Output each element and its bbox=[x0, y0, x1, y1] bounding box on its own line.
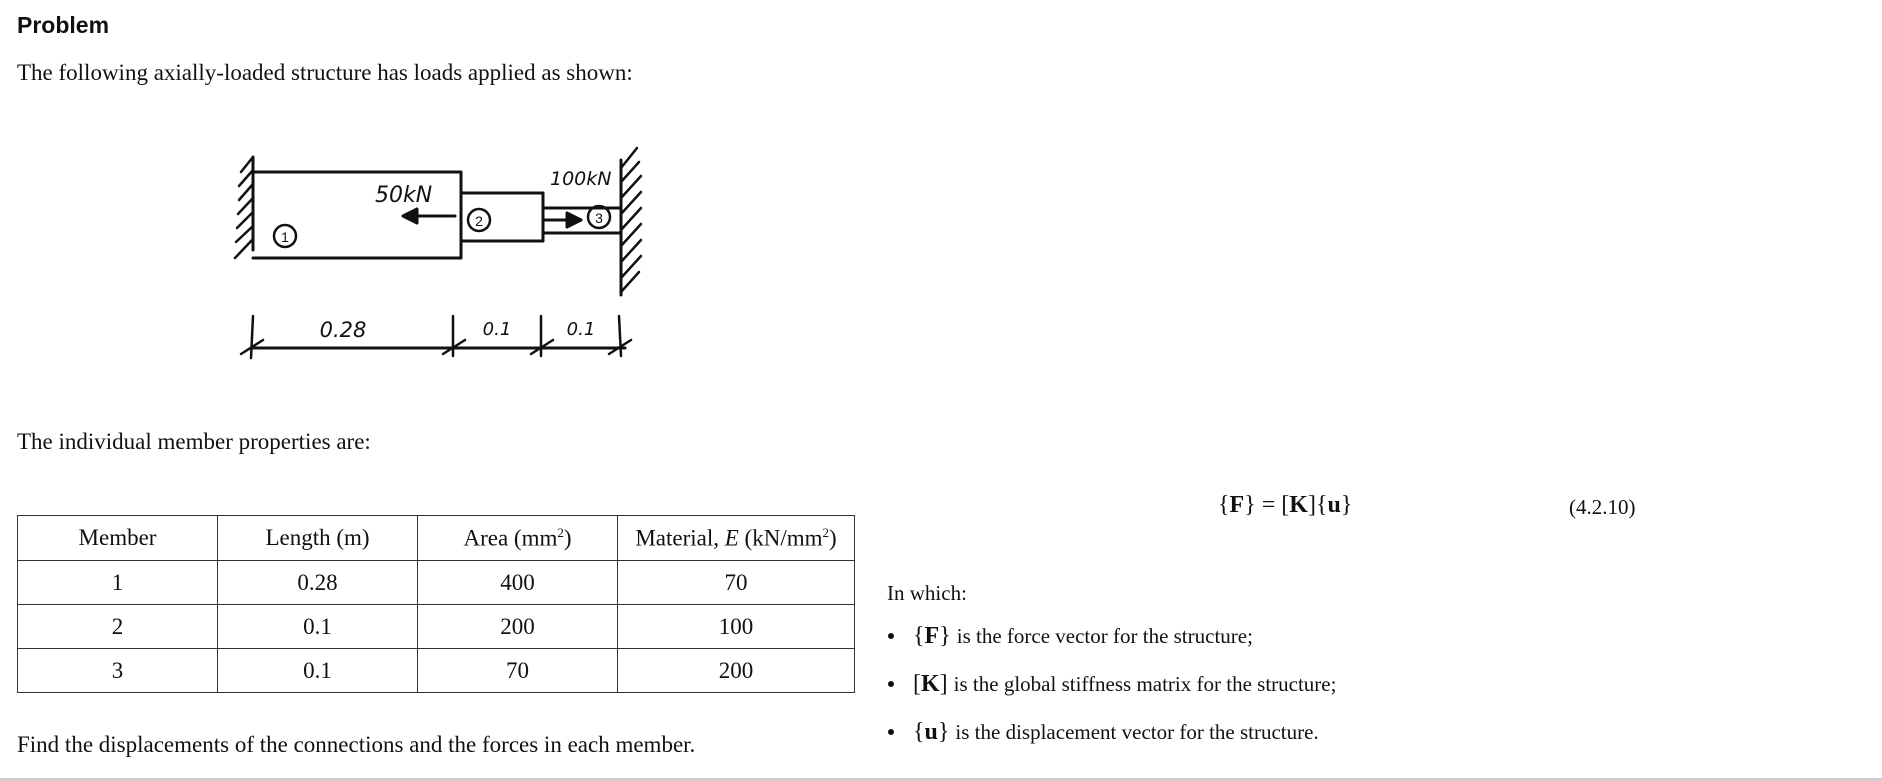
member-2-bar bbox=[461, 193, 543, 241]
definition-symbol: {F} bbox=[913, 622, 951, 649]
cell-area: 70 bbox=[418, 649, 618, 693]
cell-area: 200 bbox=[418, 605, 618, 649]
cell-length: 0.1 bbox=[218, 605, 418, 649]
table-row bbox=[18, 605, 855, 649]
member-1-label: 1 bbox=[281, 229, 289, 245]
equation-displacement: u bbox=[1327, 492, 1341, 518]
load-100kn-label: 100kN bbox=[550, 168, 612, 190]
stiffness-equation: {F} = [K]{u} bbox=[1218, 492, 1353, 518]
load-50kn-label: 50kN bbox=[375, 183, 433, 208]
left-wall-hatch bbox=[235, 157, 253, 258]
header-length: Length (m) bbox=[218, 516, 418, 561]
problem-heading: Problem bbox=[17, 12, 110, 38]
bullet-icon bbox=[888, 681, 894, 687]
load-100kn-arrowhead bbox=[567, 213, 581, 227]
list-item bbox=[887, 612, 1587, 660]
header-material bbox=[618, 516, 855, 561]
equation-number: (4.2.10) bbox=[1569, 495, 1636, 519]
dim-member-1: 0.28 bbox=[319, 318, 367, 342]
header-area-close: ) bbox=[563, 525, 572, 551]
header-area-sup: 2 bbox=[557, 524, 564, 540]
cell-member: 1 bbox=[18, 561, 218, 605]
load-50kn-arrowhead bbox=[403, 209, 417, 223]
header-material-close: ) bbox=[829, 525, 837, 551]
properties-intro: The individual member properties are: bbox=[17, 429, 371, 454]
dim-member-2: 0.1 bbox=[482, 319, 512, 340]
cell-material: 100 bbox=[618, 605, 855, 649]
table-row bbox=[18, 649, 855, 693]
header-material-sup: 2 bbox=[822, 524, 829, 540]
definition-text: is the global stiffness matrix for the structure; bbox=[953, 671, 1337, 696]
header-material-unit: (kN/mm bbox=[738, 525, 823, 551]
dim-member-3: 0.1 bbox=[566, 319, 596, 340]
header-material-text: Material, bbox=[635, 525, 725, 551]
list-item bbox=[887, 660, 1587, 708]
cell-material: 200 bbox=[618, 649, 855, 693]
cell-length: 0.28 bbox=[218, 561, 418, 605]
definition-list bbox=[887, 612, 1587, 756]
structure-diagram bbox=[225, 140, 665, 370]
member-2-label: 2 bbox=[475, 213, 483, 229]
table-header-row bbox=[18, 516, 855, 561]
header-material-e: E bbox=[724, 525, 739, 551]
in-which-label: In which: bbox=[887, 581, 967, 605]
definition-text: is the displacement vector for the structure. bbox=[955, 719, 1319, 744]
member-properties-table bbox=[17, 515, 855, 693]
header-area bbox=[418, 516, 618, 561]
cell-length: 0.1 bbox=[218, 649, 418, 693]
cell-material: 70 bbox=[618, 561, 855, 605]
equation-stiffness: K bbox=[1289, 492, 1308, 518]
task-text: Find the displacements of the connections and the forces in each member. bbox=[17, 732, 696, 757]
cell-member: 3 bbox=[18, 649, 218, 693]
list-item bbox=[887, 708, 1587, 756]
right-wall-hatch bbox=[621, 148, 641, 292]
member-3-label: 3 bbox=[595, 210, 603, 226]
intro-text: The following axially-loaded structure has loads applied as shown: bbox=[17, 60, 633, 85]
equation-force: F bbox=[1229, 492, 1245, 518]
header-area-text: Area (mm bbox=[463, 525, 558, 551]
definition-text: is the force vector for the structure; bbox=[956, 623, 1253, 648]
definition-symbol: [K] bbox=[913, 670, 948, 697]
definition-symbol: {u} bbox=[913, 718, 950, 745]
bullet-icon bbox=[888, 729, 894, 735]
equation-equals: = bbox=[1261, 492, 1276, 518]
cell-area: 400 bbox=[418, 561, 618, 605]
table-row bbox=[18, 561, 855, 605]
cell-member: 2 bbox=[18, 605, 218, 649]
header-member: Member bbox=[18, 516, 218, 561]
bullet-icon bbox=[888, 633, 894, 639]
